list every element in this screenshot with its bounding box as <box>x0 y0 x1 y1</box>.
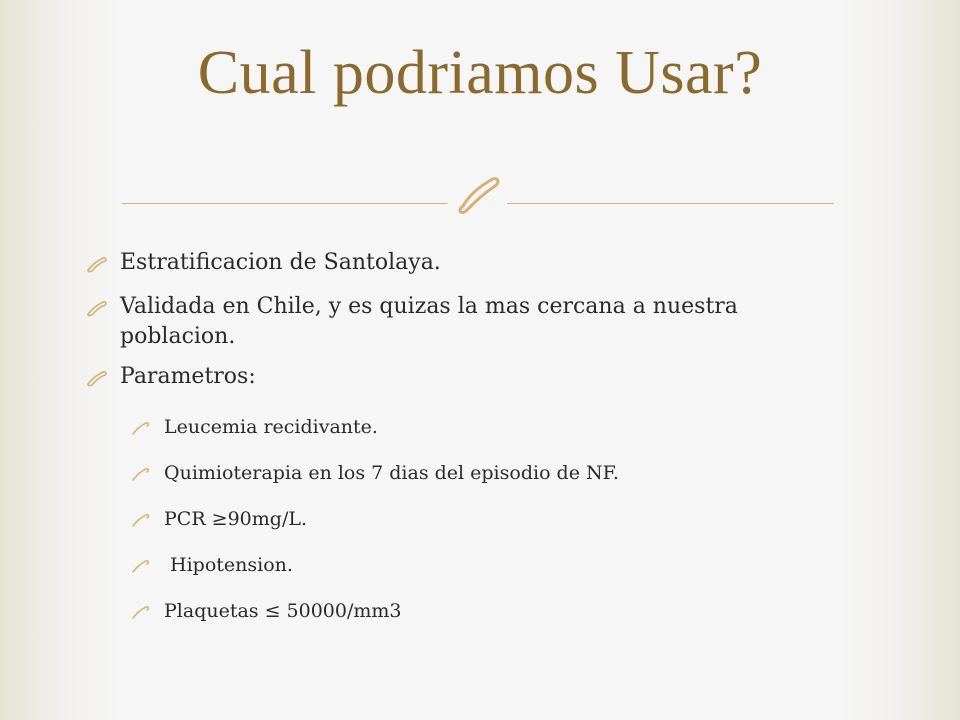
bullet-item <box>86 292 846 352</box>
sub-bullet-item <box>86 598 846 628</box>
bullet-text: Validada en Chile, y es quizas la mas cercana a nuestra poblacion. <box>120 294 738 349</box>
sub-bullet-item <box>86 506 846 536</box>
bullet-list <box>86 248 846 644</box>
bullet-item <box>86 248 846 282</box>
sub-bullet-item <box>86 414 846 444</box>
scroll-ornament-icon <box>447 166 507 222</box>
sub-bullet-scroll-icon <box>130 418 164 444</box>
bullet-scroll-icon <box>86 296 120 326</box>
sub-bullet-scroll-icon <box>130 602 164 628</box>
sub-bullet-text: Quimioterapia en los 7 dias del episodio de NF. <box>164 462 619 484</box>
sub-bullet-text: Hipotension. <box>164 554 293 576</box>
sub-bullet-text: Leucemia recidivante. <box>164 416 378 438</box>
sub-bullet-text: PCR ≥90mg/L. <box>164 508 308 530</box>
sub-bullet-text: Plaquetas ≤ 50000/mm3 <box>164 600 402 622</box>
bullet-text: Estratificacion de Santolaya. <box>120 250 441 275</box>
bullet-scroll-icon <box>86 366 120 396</box>
bullet-item <box>86 362 846 396</box>
slide-title: Cual podriamos Usar? <box>197 39 763 107</box>
sub-bullet-scroll-icon <box>130 556 164 582</box>
sub-bullet-scroll-icon <box>130 464 164 490</box>
bullet-scroll-icon <box>86 252 120 282</box>
sub-bullet-item <box>86 460 846 490</box>
sub-bullet-item <box>86 552 846 582</box>
sub-bullet-scroll-icon <box>130 510 164 536</box>
bullet-text: Parametros: <box>120 364 256 389</box>
